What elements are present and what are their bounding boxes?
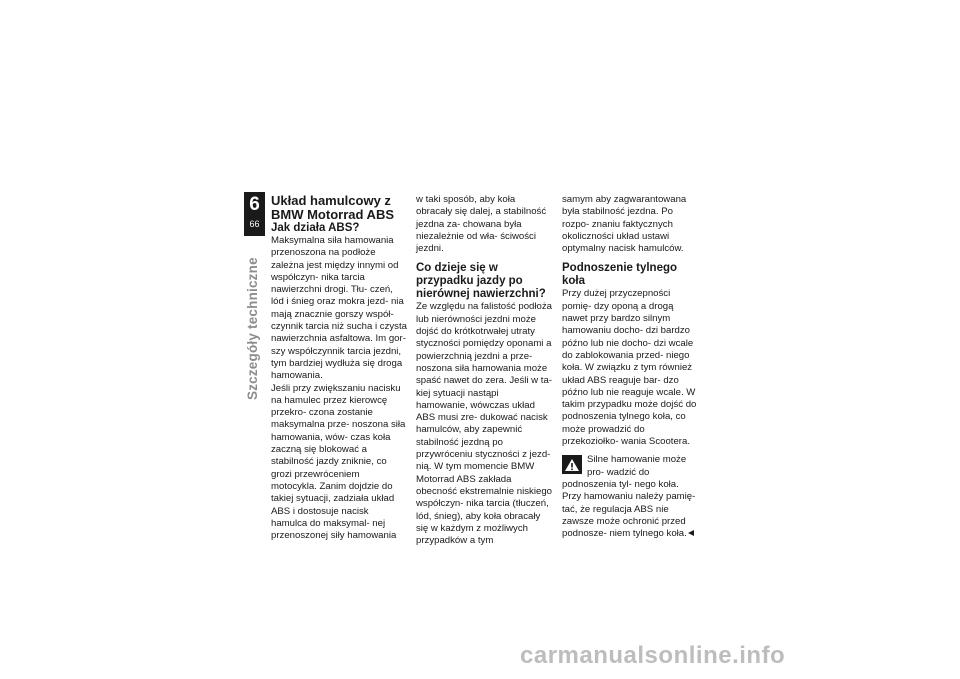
page-number: 66 bbox=[249, 219, 260, 229]
paragraph-final bbox=[562, 491, 698, 540]
subheading-uneven-surface: Co dzieje się w przypadku jazdy po nierównej nawierzchni? bbox=[416, 262, 546, 301]
chapter-number: 6 bbox=[249, 194, 260, 215]
column-2 bbox=[416, 194, 552, 547]
warning-note bbox=[562, 454, 698, 491]
paragraph: Maksymalna siła hamowania przenoszona na podłoże zależna jest między innymi od współczyn- nika tarcia nawierzchni drogi. Tłu- czeń, lód i śnieg oraz mokra jezd- nia mają znacznie gorszy współ- czynnik tarcia niż sucha i czysta nawierzchnia asfaltowa. Im gor- szy współczynnik tarcia jezdni, tym bardziej wydłuża się droga hamowania. bbox=[271, 235, 407, 382]
paragraph: Przy dużej przyczepności pomię- dzy oponą a drogą nawet przy bardzo silnym hamowaniu docho- dzi bardzo późno lub nie docho- dzi wcale do zablokowania przed- niego koła. W związku z tym również układ ABS reaguje bar- dzo późno lub nie reaguje wcale. W takim przypadku może dojść do podnoszenia tylnego koła, co może prowadzić do przekoziołko- wania Scootera. bbox=[562, 288, 697, 448]
subheading-how-abs-works: Jak działa ABS? bbox=[271, 222, 360, 234]
column-3 bbox=[562, 194, 698, 540]
column-1 bbox=[271, 194, 407, 542]
paragraph: samym aby zagwarantowana była stabilność jezdna. Po rozpo- znaniu faktycznych okoliczności układ ustawi optymalny nacisk hamulców. bbox=[562, 194, 687, 255]
watermark: carmanualsonline.info bbox=[520, 642, 786, 669]
paragraph: w taki sposób, aby koła obracały się dalej, a stabilność jezdna za- chowana była niezależnie od wła- ściwości jezdni. bbox=[416, 194, 547, 255]
subheading-rear-wheel-lift: Podnoszenie tylnego koła bbox=[562, 262, 678, 288]
paragraph-final-text: Przy hamowaniu należy pamię- tać, że regulacja ABS nie zawsze może ochronić przed podnosze- niem tylnego koła. bbox=[562, 491, 696, 540]
warning-text: Silne hamowanie może pro- wadzić do podnoszenia tyl- nego koła. bbox=[562, 454, 687, 490]
paragraph: Jeśli przy zwiększaniu nacisku na hamulec przez kierowcę przekro- czona zostanie maksymalna prze- noszona siła hamowania, wów- czas koła zaczną się blokować a stabilność jazdy zniknie, co grozi przewróceniem motocykla. Zanim dojdzie do takiej sytuacji, zadziała układ ABS i dostosuje nacisk hamulca do maksymal- nej przenoszonej siły hamowania bbox=[271, 382, 406, 542]
section-title-vertical: Szczegóły techniczne bbox=[245, 257, 260, 400]
end-of-section-icon bbox=[688, 530, 694, 536]
paragraph: Ze względu na falistość podłoża lub nierówności jezdni może dojść do krótkotrwałej utraty styczności pomiędzy oponami a powierzchnią jezdni a prze- noszona siła hamowania może spaść nawet do zera. Jeśli w ta- kiej sytuacji nastąpi hamowanie, wówczas układ ABS musi zre- dukować nacisk hamulców, aby zapewnić stabilność jezdną po przywróceniu styczności z jezd- nią. W tym momencie BMW Motorrad ABS zakłada obecność ekstremalnie niskiego współczyn- nika tarcia (tłuczeń, lód, śnieg), aby koła obracały się w każdym z możliwych przypadków a tym bbox=[416, 301, 552, 547]
main-heading: Układ hamulcowy z BMW Motorrad ABS bbox=[271, 193, 395, 222]
warning-triangle-icon bbox=[562, 455, 582, 474]
